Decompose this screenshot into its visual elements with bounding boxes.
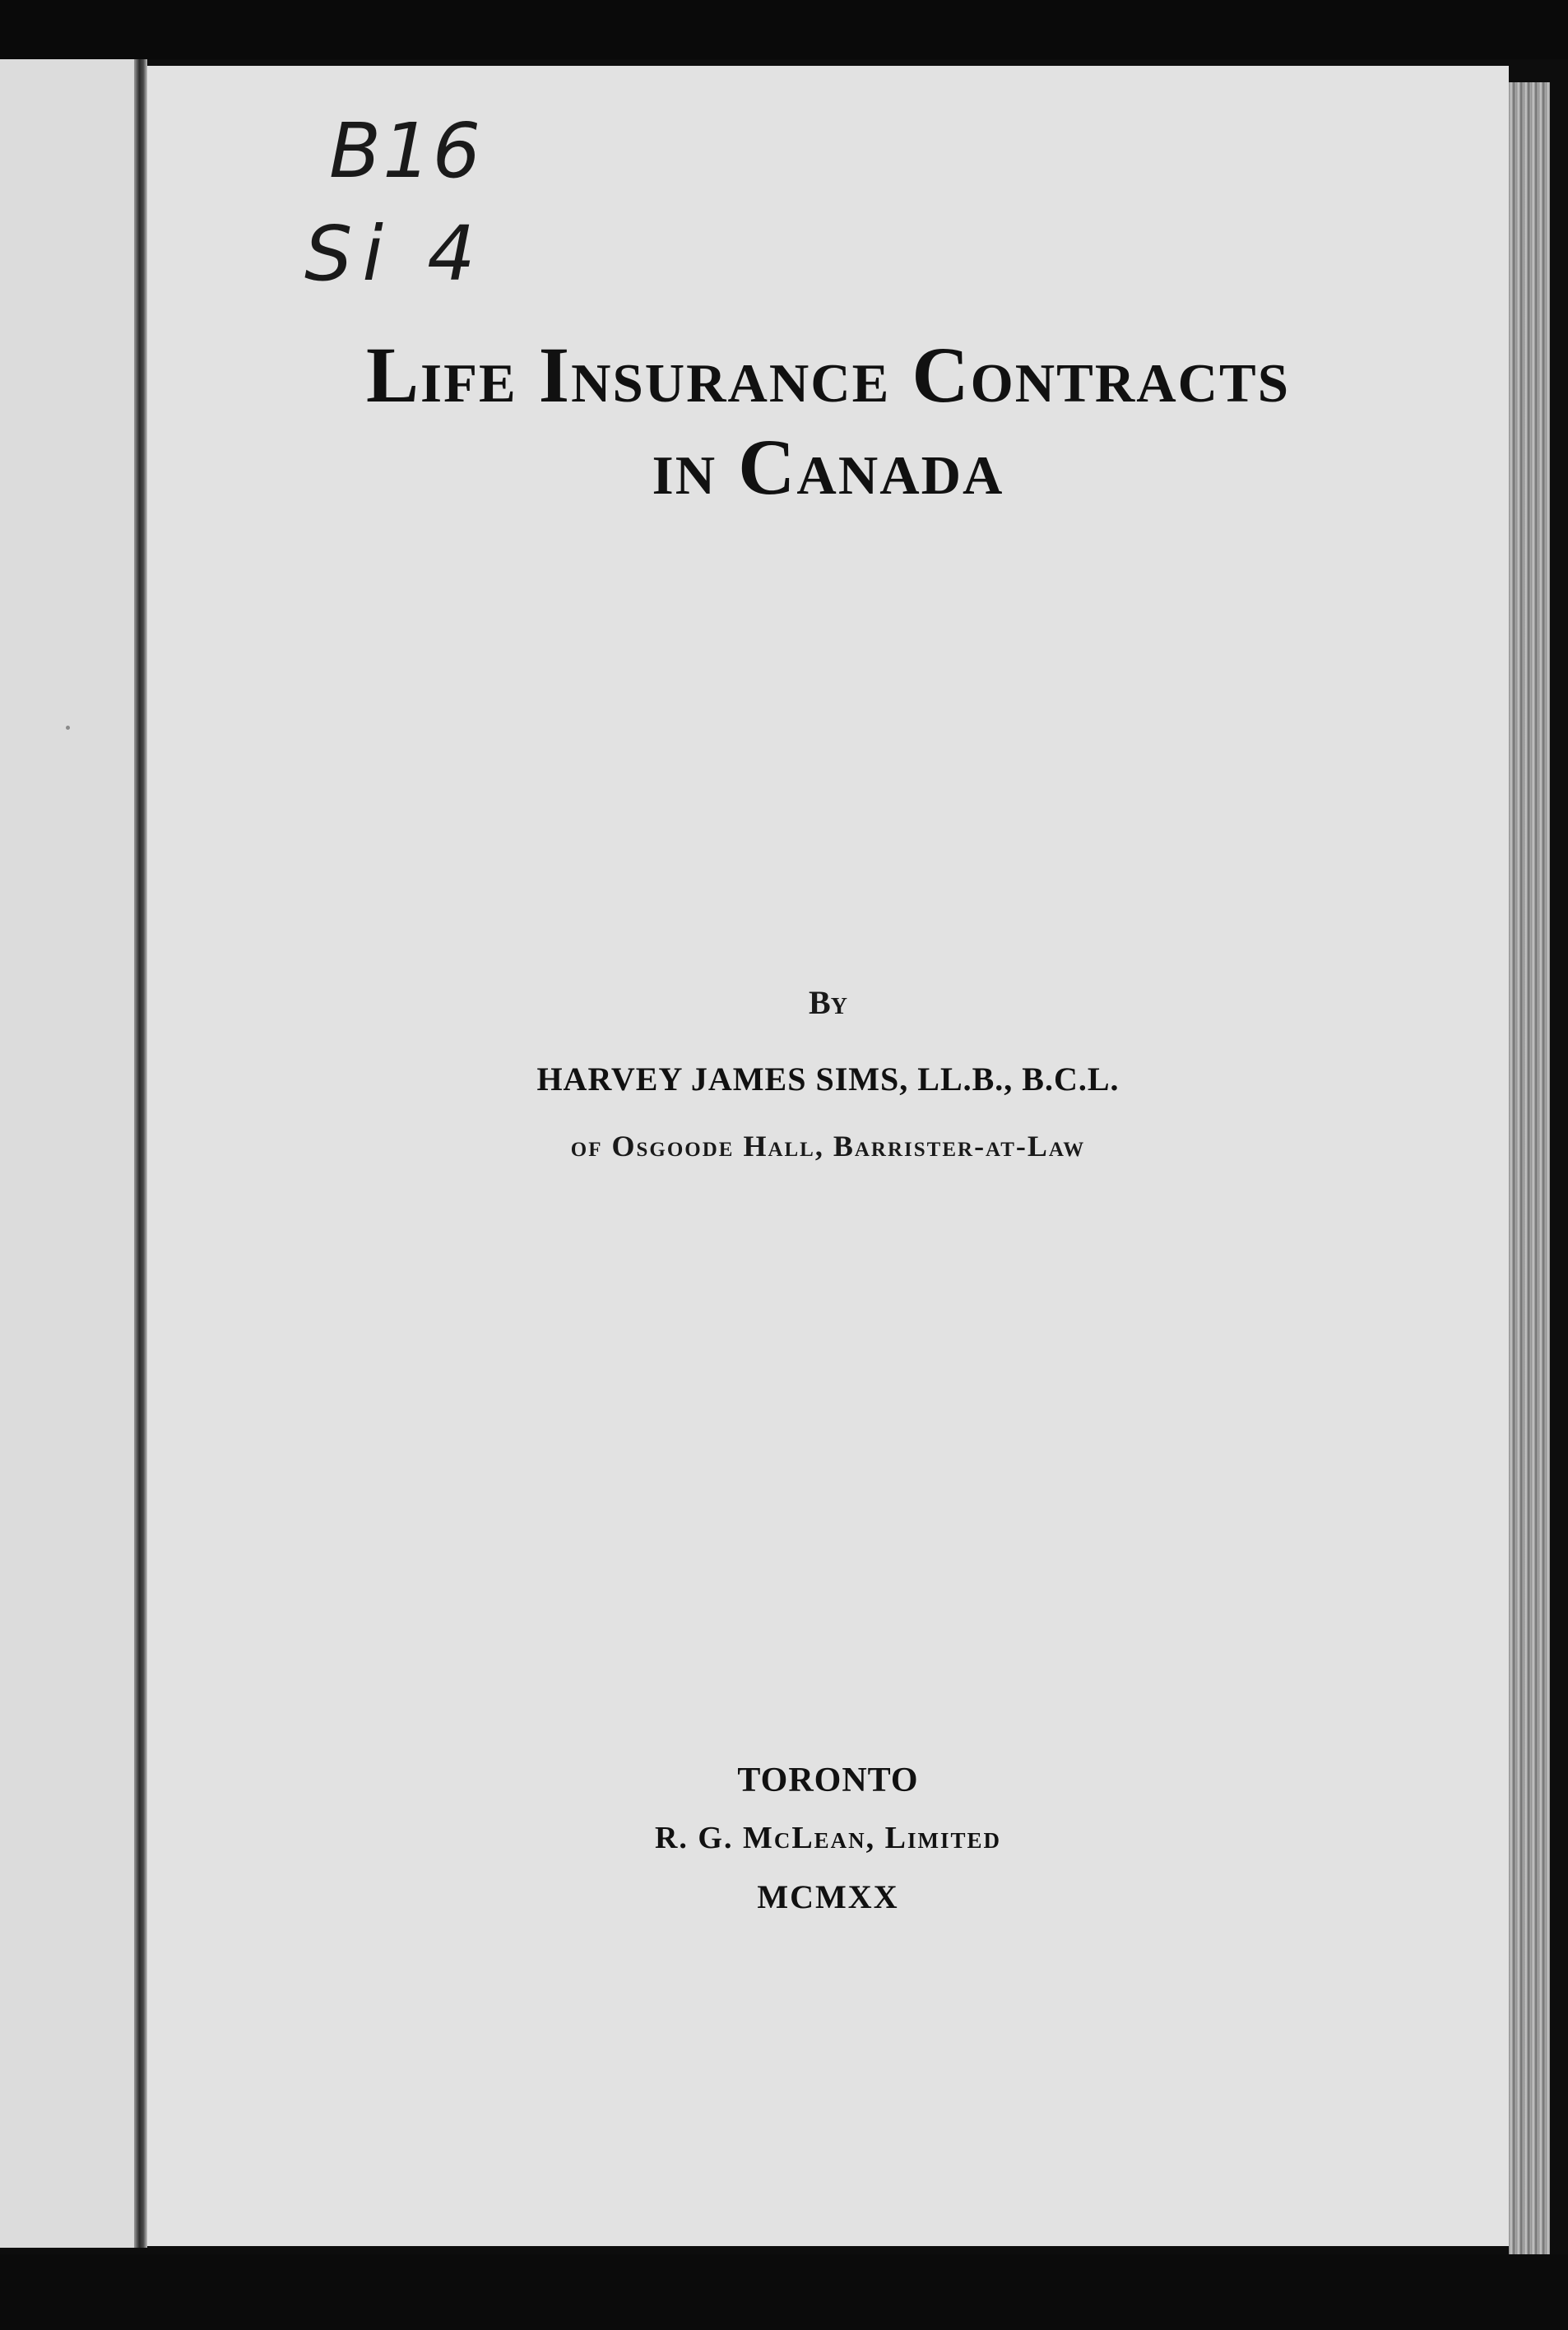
book-title-line1: Life Insurance Contracts: [366, 331, 1290, 419]
handwritten-shelfmark-line1: B16: [329, 107, 483, 195]
faded-stamp-mark: [1061, 2188, 1390, 2238]
imprint-city: TORONTO: [737, 1761, 919, 1799]
scan-bottom-border: [0, 2254, 1568, 2330]
previous-page-edge: [0, 59, 144, 2248]
scan-top-border: [0, 0, 1568, 59]
imprint-year: MCMXX: [757, 1878, 899, 1915]
author-affiliation: of Osgoode Hall, Barrister-at-Law: [570, 1130, 1086, 1163]
byline-by: By: [809, 984, 847, 1021]
book-title-line2: in Canada: [652, 423, 1004, 511]
imprint-publisher: R. G. McLean, Limited: [654, 1821, 1002, 1855]
handwritten-shelfmark-line2: Si 4: [304, 210, 485, 298]
book-gutter: [134, 59, 147, 2248]
author-name: HARVEY JAMES SIMS, LL.B., B.C.L.: [536, 1061, 1120, 1098]
page-fore-edge: [1509, 82, 1550, 2254]
speck-mark: [66, 726, 70, 730]
